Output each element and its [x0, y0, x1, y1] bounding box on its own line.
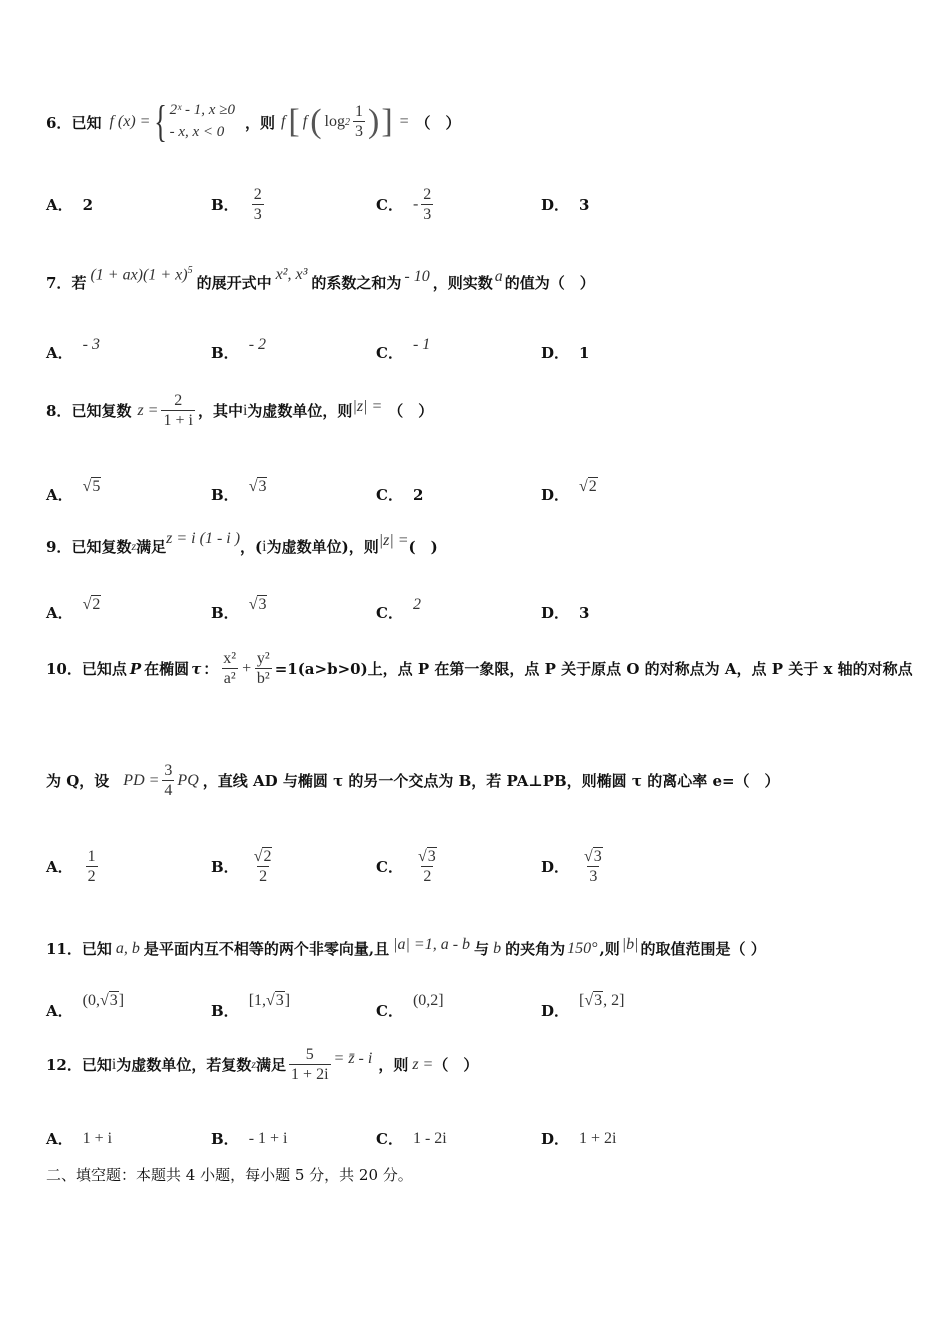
option-b[interactable]: B． [1,√3] [211, 991, 291, 1020]
option-b[interactable]: B． - 1 + i [211, 1129, 288, 1148]
question-10-stem-line2: 为 Q，设 PD = $\frac{3}{4}$ PQ ，直线 AD 与椭圆 τ 的另一个交点为 B，若 PA⊥PB，则椭圆 τ 的离心率 e=（ ） [46, 762, 780, 799]
question-number: 10． [46, 660, 82, 679]
option-c[interactable]: C． $\frac{√3}{2}$ [376, 848, 436, 885]
option-a[interactable]: A． (0,√3] [46, 991, 125, 1020]
question-12-stem: 12． 已知 i 为虚数单位，若复数 z 满足 $\frac{5}{1 + 2i}$ = z̄ - i ，则 z = （ ） [46, 1046, 479, 1083]
question-7-stem: 7． 若 $(1 + ax)(1 + x)^5$ 的展开式中 x², x³ 的系数之和为 - 10 ，则实数 a 的值为（ ） [46, 264, 595, 292]
option-a[interactable]: A． 2 [46, 195, 94, 215]
question-6-options [46, 186, 906, 224]
question-8-options [46, 476, 906, 504]
question-9-stem: 9． 已知复数 z 满足 z = i (1 - i ) ，( i 为虚数单位)，则 |z| = ( ) [46, 529, 438, 556]
option-c[interactable]: C． 1 - 2i [376, 1129, 447, 1148]
question-12-options [46, 1128, 906, 1149]
question-number: 7． [46, 274, 72, 292]
option-b[interactable]: B． √3 [211, 595, 267, 622]
question-6-stem: 6． 已知 f (x) = { 2ˣ - 1, x ≥0 - x, x < 0 ，则 f [ f ( log 2 $\frac{1}{3}$ ) ] = （ ） [46, 97, 461, 146]
option-d[interactable]: D． 3 [541, 603, 590, 622]
option-d[interactable]: D． [√3, 2] [541, 991, 625, 1020]
question-number: 6． [46, 113, 72, 132]
option-b[interactable]: B． $\frac{√2}{2}$ [211, 848, 272, 885]
question-number: 9． [46, 538, 72, 556]
question-8-stem: 8． 已知复数 z = $\frac{2}{1 + i}$ ，其中 i 为虚数单位，则 |z| = （ ） [46, 392, 434, 429]
binomial-expression: $(1 + ax)(1 + x)^5$ [90, 264, 193, 284]
option-a[interactable]: A． √2 [46, 595, 101, 622]
question-9-options [46, 594, 906, 622]
option-b[interactable]: B． $\frac{2}{3}$ [211, 186, 262, 223]
option-d[interactable]: D． √2 [541, 477, 597, 504]
option-b[interactable]: B． - 2 [211, 335, 267, 362]
option-c[interactable]: C． 2 [376, 485, 424, 504]
option-c[interactable]: C． (0,2] [376, 991, 444, 1020]
option-d[interactable]: D． 1 + 2i [541, 1129, 617, 1148]
composite-expression: f [ f ( log 2 $\frac{1}{3}$ ) ] = [280, 103, 410, 140]
option-c[interactable]: C． - $\frac{2}{3}$ [376, 186, 432, 223]
question-10-options [46, 848, 906, 886]
question-7-options [46, 334, 906, 362]
option-a[interactable]: A． $\frac{1}{2}$ [46, 848, 96, 885]
function-def: f (x) = [109, 113, 151, 130]
question-11-options [46, 990, 906, 1020]
question-11-stem: 11． 已知 a, b 是平面内互不相等的两个非零向量,且 |a| =1, a - b 与 b 的夹角为 150° ,则 |b| 的取值范围是（ ） [46, 935, 766, 958]
option-c[interactable]: C． 2 [376, 595, 421, 622]
question-number: 12． [46, 1056, 82, 1075]
question-10-stem-line1: 10． 已知点 P 在椭圆 τ ： $\frac{\text{x²}}{\text{a²}}$ + $\frac{\text{y²}}{\text{b²}}$ =1(a>b>0) 上，点 P 在第一象限，点 P 关于原点 O 的对称点为 A，点 P 关于 x 轴的对称点 [46, 650, 913, 687]
option-d[interactable]: D． $\frac{√3}{3}$ [541, 848, 602, 885]
option-c[interactable]: C． - 1 [376, 335, 431, 362]
piecewise-cases: { 2ˣ - 1, x ≥0 - x, x < 0 [154, 97, 235, 146]
question-number: 11． [46, 940, 82, 958]
option-a[interactable]: A． - 3 [46, 335, 100, 362]
section-2-heading: 二、填空题：本题共 4 小题，每小题 5 分，共 20 分。 [46, 1166, 413, 1184]
question-number: 8． [46, 402, 72, 421]
option-a[interactable]: A． √5 [46, 477, 101, 504]
option-b[interactable]: B． √3 [211, 477, 267, 504]
option-a[interactable]: A． 1 + i [46, 1129, 113, 1148]
option-d[interactable]: D． 1 [541, 343, 590, 362]
option-d[interactable]: D． 3 [541, 195, 590, 215]
